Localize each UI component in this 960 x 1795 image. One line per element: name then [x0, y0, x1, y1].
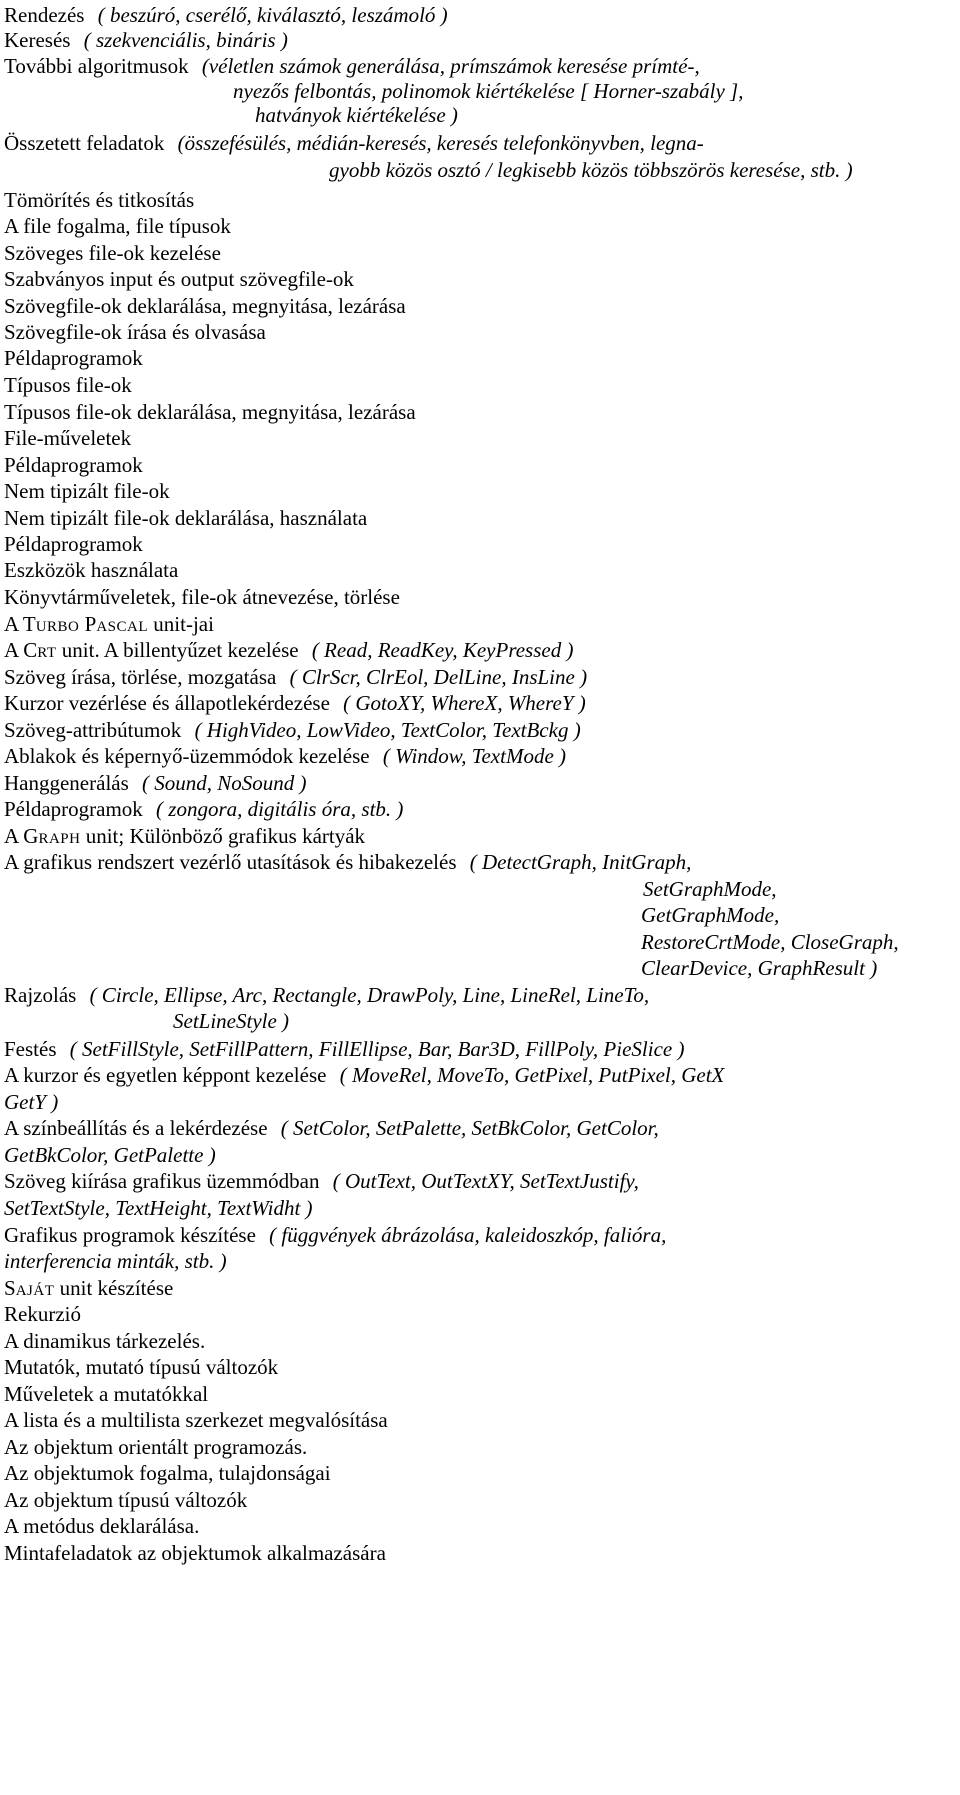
toc-line	[4, 211, 231, 241]
toc-line	[4, 847, 691, 877]
line-text: Szövegfile-ok deklarálása, megnyitása, lezárása	[4, 294, 406, 318]
line-text: Az objektum orientált programozás.	[4, 1435, 308, 1459]
line-detail: SetTextStyle, TextHeight, TextWidht )	[4, 1196, 313, 1220]
line-text: Szöveg-attribútumok	[4, 718, 182, 742]
line-text: A színbeállítás és a lekérdezése	[4, 1116, 268, 1140]
line-text: Könyvtárműveletek, file-ok átnevezése, törlése	[4, 585, 400, 609]
line-detail: gyobb közös osztó / legkisebb közös többszörös keresése, stb. )	[329, 158, 853, 182]
line-text: unit készítése	[54, 1276, 174, 1300]
line-text: Nem tipizált file-ok deklarálása, használata	[4, 506, 368, 530]
line-text: S	[4, 1276, 16, 1300]
line-detail: ( MoveRel, MoveTo, GetPixel, PutPixel, GetX	[334, 1063, 725, 1087]
line-text: unit. A billentyűzet kezelése	[56, 638, 299, 662]
line-text: Tömörítés és titkosítás	[4, 188, 195, 212]
line-detail: ( DetectGraph, InitGraph,	[464, 850, 692, 874]
toc-line	[4, 1352, 278, 1382]
toc-line	[4, 423, 131, 453]
line-text: Grafikus programok készítése	[4, 1223, 256, 1247]
line-detail: ( Read, ReadKey, KeyPressed )	[306, 638, 574, 662]
toc-line	[4, 741, 566, 771]
line-detail: ClearDevice, GraphResult )	[641, 956, 878, 980]
toc-line	[4, 1405, 388, 1435]
line-detail: SetGraphMode,	[643, 877, 777, 901]
line-detail: ( Sound, NoSound )	[136, 771, 307, 795]
line-detail: GetY )	[4, 1090, 59, 1114]
toc-line	[4, 1246, 227, 1276]
line-text: Eszközök használata	[4, 558, 179, 582]
line-detail: ( szekvenciális, bináris )	[78, 28, 288, 52]
line-detail: SetLineStyle )	[173, 1009, 290, 1033]
line-detail: nyezős felbontás, polinomok kiértékelése [ Horner-szabály ],	[233, 79, 744, 103]
line-text: A metódus deklarálása.	[4, 1514, 200, 1538]
line-text: Festés	[4, 1037, 57, 1061]
line-text: Összetett feladatok	[4, 131, 165, 155]
line-text: Mutatók, mutató típusú változók	[4, 1355, 279, 1379]
toc-line	[4, 1193, 313, 1223]
toc-line	[4, 635, 573, 665]
line-detail: ( SetColor, SetPalette, SetBkColor, GetColor,	[275, 1116, 659, 1140]
line-text: Szabványos input és output szövegfile-ok	[4, 267, 354, 291]
toc-line	[4, 980, 649, 1010]
toc-line	[4, 688, 586, 718]
line-text: A lista és a multilista szerkezet megvalósítása	[4, 1408, 388, 1432]
toc-line	[4, 128, 704, 158]
toc-line	[4, 1538, 386, 1568]
line-detail: ( ClrScr, ClrEol, DelLine, InsLine )	[284, 665, 588, 689]
line-detail: ( Circle, Ellipse, Arc, Rectangle, DrawPoly, Line, LineRel, LineTo,	[84, 983, 650, 1007]
line-detail: ( OutText, OutTextXY, SetTextJustify,	[327, 1169, 639, 1193]
toc-line	[255, 100, 458, 130]
line-text: A kurzor és egyetlen képpont kezelése	[4, 1063, 327, 1087]
toc-line	[4, 1060, 724, 1090]
toc-line	[4, 1166, 639, 1196]
toc-line	[4, 476, 170, 506]
toc-line	[4, 370, 132, 400]
line-detail: ( SetFillStyle, SetFillPattern, FillEllipse, Bar, Bar3D, FillPoly, PieSlice )	[64, 1037, 685, 1061]
line-text: Példaprogramok	[4, 453, 143, 477]
line-text-small-caps: RAPH	[38, 831, 81, 847]
line-text: Műveletek a mutatókkal	[4, 1382, 209, 1406]
line-detail: (összefésülés, médián-keresés, keresés telefonkönyvben, legna-	[172, 131, 704, 155]
line-text: Hanggenerálás	[4, 771, 129, 795]
line-text: A grafikus rendszert vezérlő utasítások és hibakezelés	[4, 850, 457, 874]
line-detail: ( beszúró, cserélő, kiválasztó, leszámoló )	[92, 3, 448, 27]
line-text-small-caps: AJÁT	[15, 1283, 55, 1299]
line-text: Szöveg írása, törlése, mozgatása	[4, 665, 277, 689]
line-detail: ( HighVideo, LowVideo, TextColor, TextBckg )	[189, 718, 581, 742]
toc-line	[329, 155, 853, 185]
line-text: Keresés	[4, 28, 71, 52]
toc-line	[641, 953, 877, 983]
line-text: Ablakok és képernyő-üzemmódok kezelése	[4, 744, 370, 768]
line-text: Nem tipizált file-ok	[4, 479, 170, 503]
line-detail: ( Window, TextMode )	[377, 744, 567, 768]
toc-line	[4, 582, 400, 612]
line-text: A dinamikus tárkezelés.	[4, 1329, 206, 1353]
line-detail: interferencia minták, stb. )	[4, 1249, 227, 1273]
line-text: Rendezés	[4, 3, 85, 27]
toc-line	[4, 343, 143, 373]
toc-line	[641, 900, 779, 930]
line-detail: (véletlen számok generálása, prímszámok keresése prímté-,	[196, 54, 700, 78]
line-text: Mintafeladatok az objektumok alkalmazására	[4, 1541, 386, 1565]
line-text: Példaprogramok	[4, 346, 143, 370]
line-text: File-műveletek	[4, 426, 132, 450]
line-detail: ( GotoXY, WhereX, WhereY )	[337, 691, 586, 715]
line-text: Szövegfile-ok írása és olvasása	[4, 320, 266, 344]
toc-line	[173, 1006, 289, 1036]
line-detail: GetBkColor, GetPalette )	[4, 1143, 216, 1167]
line-text: További algoritmusok	[4, 54, 189, 78]
line-text: Rekurzió	[4, 1302, 81, 1326]
line-text-small-caps: ASCAL	[96, 619, 149, 635]
line-text: A G	[4, 824, 39, 848]
line-detail: ( függvények ábrázolása, kaleidoszkóp, falióra,	[263, 1223, 667, 1247]
line-detail: ( zongora, digitális óra, stb. )	[150, 797, 404, 821]
line-text: Kurzor vezérlése és állapotlekérdezése	[4, 691, 330, 715]
line-text: Típusos file-ok	[4, 373, 132, 397]
line-text-small-caps: URBO	[35, 619, 80, 635]
line-text: Példaprogramok	[4, 797, 143, 821]
line-text: Típusos file-ok deklarálása, megnyitása, lezárása	[4, 400, 416, 424]
toc-line	[4, 555, 178, 585]
toc-line	[4, 264, 354, 294]
line-text: A C	[4, 638, 38, 662]
toc-line	[4, 1299, 81, 1329]
line-detail: RestoreCrtMode, CloseGraph,	[641, 930, 899, 954]
line-detail: GetGraphMode,	[641, 903, 780, 927]
line-text: Az objektumok fogalma, tulajdonságai	[4, 1461, 331, 1485]
line-text: unit; Különböző grafikus kártyák	[80, 824, 366, 848]
line-detail: hatványok kiértékelése )	[255, 103, 458, 127]
line-text: Példaprogramok	[4, 532, 143, 556]
toc-line	[4, 1113, 659, 1143]
toc-line	[4, 794, 403, 824]
line-text: P	[79, 612, 97, 636]
line-text: Szöveg kiírása grafikus üzemmódban	[4, 1169, 320, 1193]
toc-line	[4, 1458, 331, 1488]
line-text-small-caps: RT	[37, 645, 57, 661]
line-text: A file fogalma, file típusok	[4, 214, 231, 238]
line-text: Rajzolás	[4, 983, 77, 1007]
line-text: unit-jai	[148, 612, 214, 636]
toc-line	[4, 1511, 199, 1541]
line-text: Az objektum típusú változók	[4, 1488, 248, 1512]
line-text: Szöveges file-ok kezelése	[4, 241, 221, 265]
line-text: A T	[4, 612, 36, 636]
